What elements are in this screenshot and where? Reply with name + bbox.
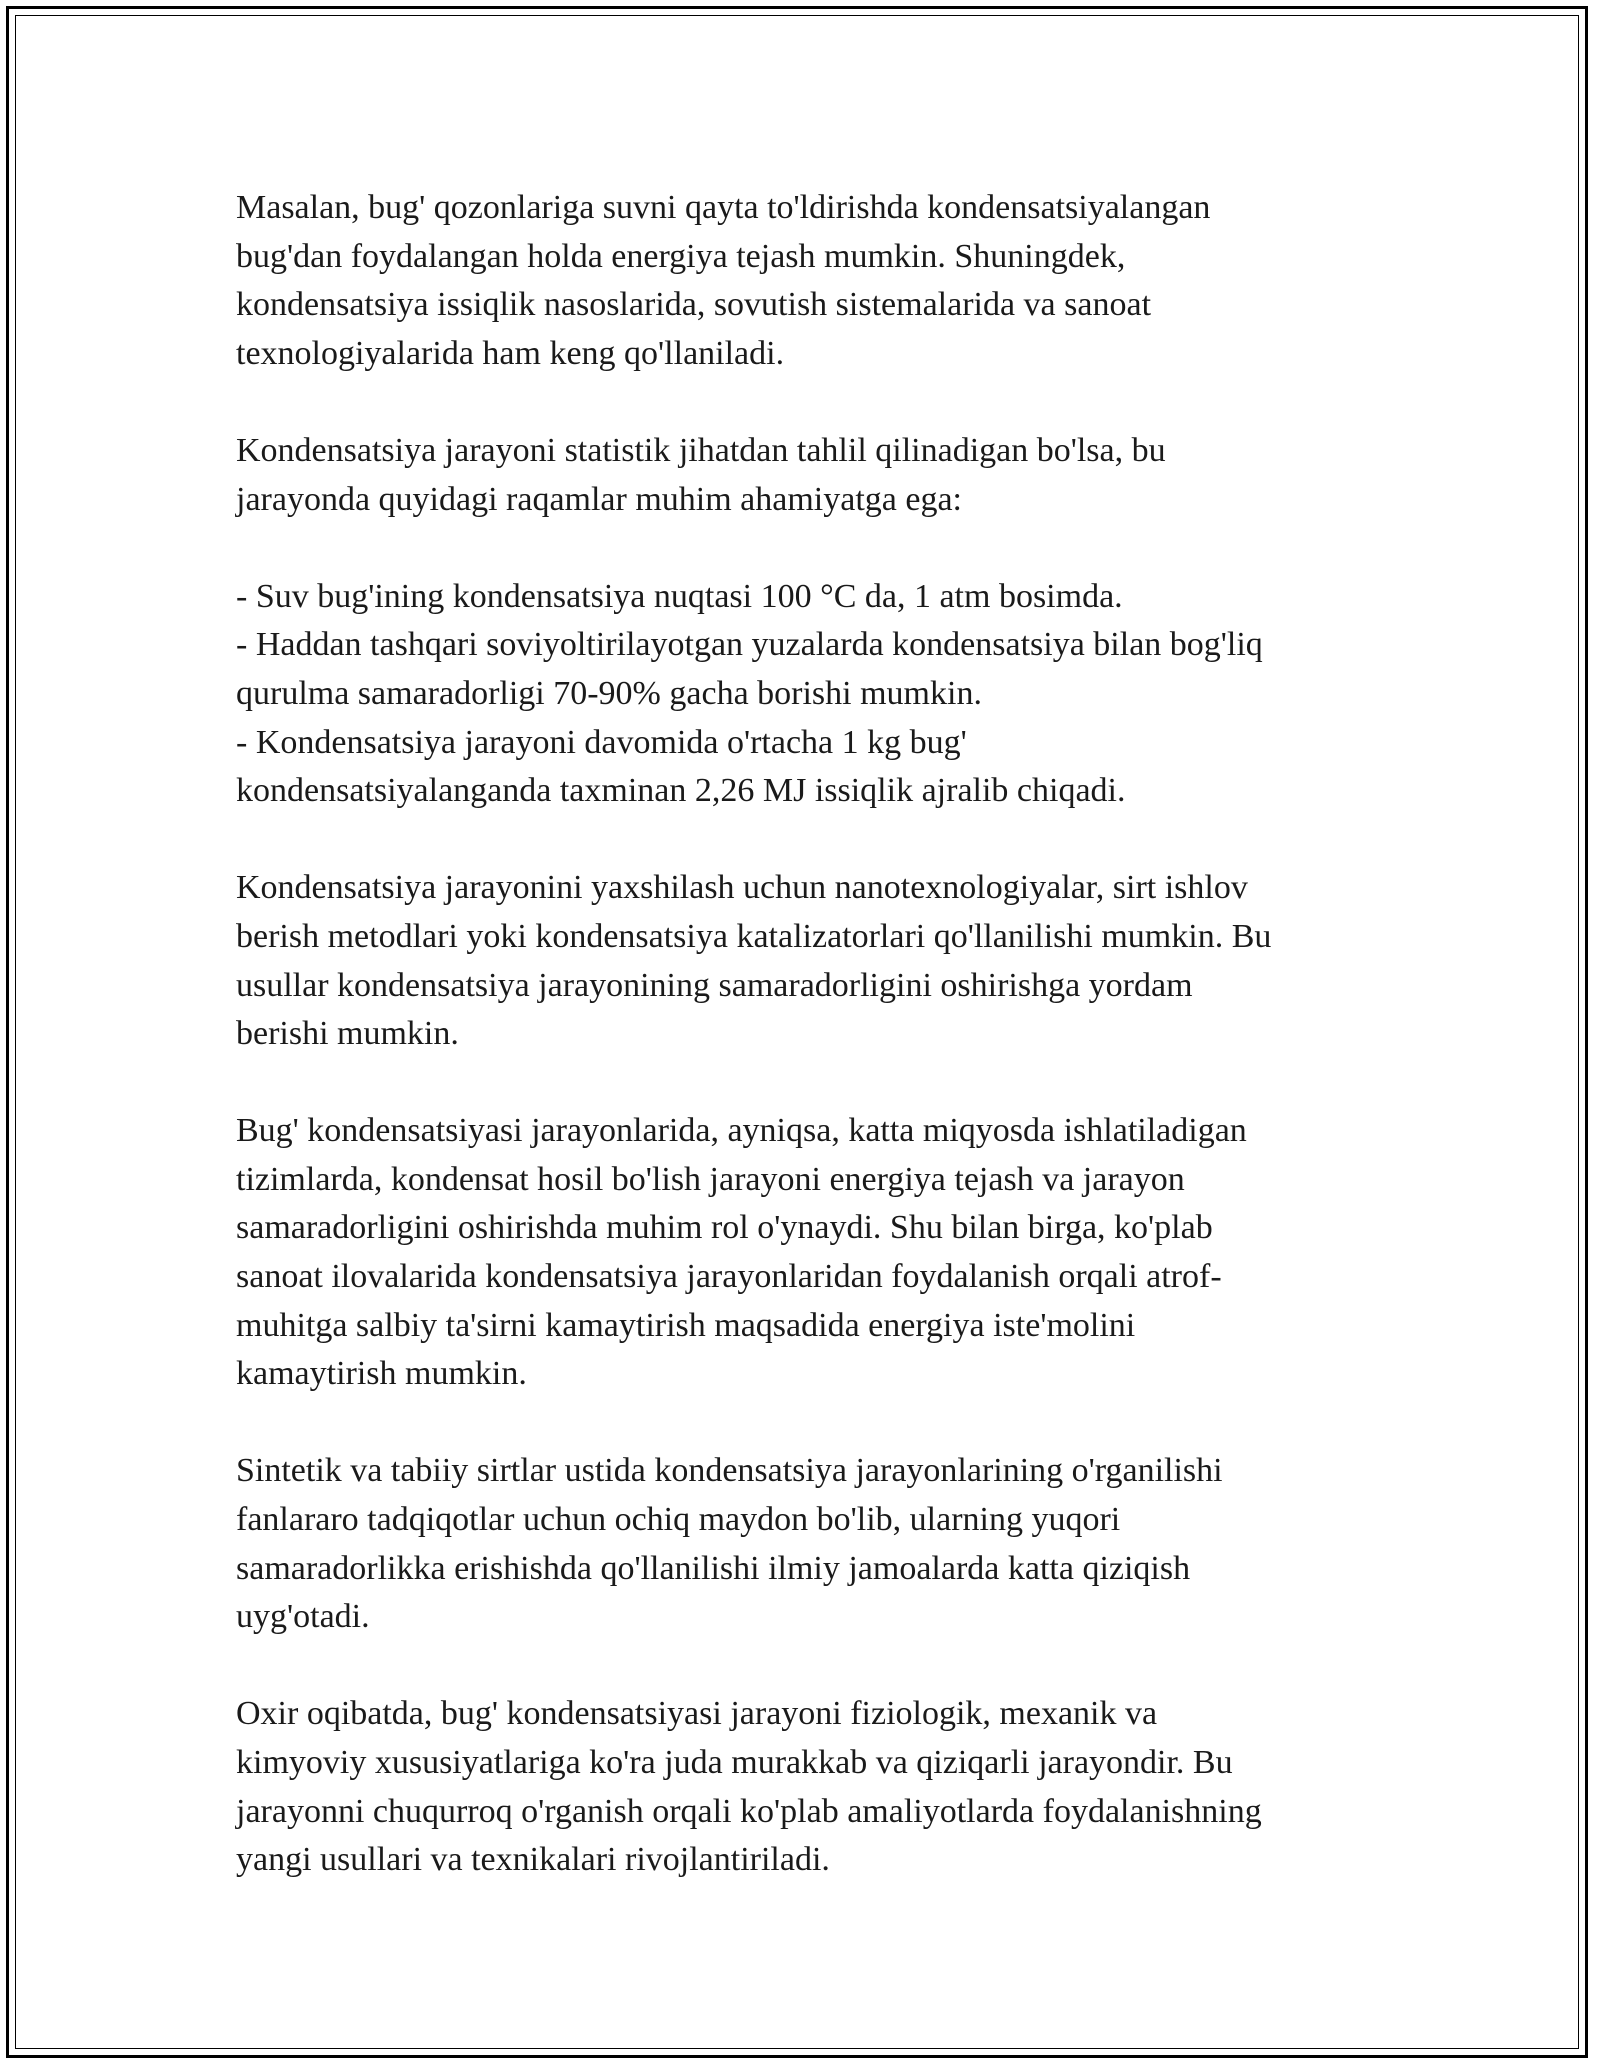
text-line: Kondensatsiya jarayoni statistik jihatdan tahlil qilinadigan bo'lsa, bu (236, 431, 1166, 469)
paragraph-intro (236, 184, 1366, 378)
paragraph-research (236, 1447, 1366, 1641)
text-line: Bug' kondensatsiyasi jarayonlarida, ayniqsa, katta miqyosda ishlatiladigan (236, 1112, 1247, 1150)
document-body (236, 184, 1366, 1885)
text-line: Oxir oqibatda, bug' kondensatsiyasi jarayoni fiziologik, mexanik va (236, 1695, 1158, 1733)
text-line: samaradorlikka erishishda qo'llanilishi ilmiy jamoalarda katta qiziqish (236, 1549, 1191, 1587)
list-item-line: - Haddan tashqari soviyoltirilayotgan yuzalarda kondensatsiya bilan bog'liq (236, 626, 1263, 664)
paragraph-improvement (236, 864, 1366, 1058)
text-line: yangi usullari va texnikalari rivojlantiriladi. (236, 1841, 830, 1879)
paragraph-industrial (236, 1107, 1366, 1399)
text-line: sanoat ilovalarida kondensatsiya jarayonlaridan foydalanish orqali atrof- (236, 1258, 1222, 1296)
text-line: kimyoviy xususiyatlariga ko'ra juda murakkab va qiziqarli jarayondir. Bu (236, 1744, 1233, 1781)
text-line: Sintetik va tabiiy sirtlar ustida kondensatsiya jarayonlarining o'rganilishi (236, 1452, 1223, 1490)
text-line: bug'dan foydalangan holda energiya tejash mumkin. Shuningdek, (236, 237, 1126, 275)
text-line: berish metodlari yoki kondensatsiya katalizatorlari qo'llanilishi mumkin. Bu (236, 917, 1272, 955)
text-line: texnologiyalarida ham keng qo'llaniladi. (236, 334, 785, 372)
list-item-line: kondensatsiyalanganda taxminan 2,26 MJ issiqlik ajralib chiqadi. (236, 772, 1126, 810)
text-line: kamaytirish mumkin. (236, 1355, 527, 1393)
text-line: Masalan, bug' qozonlariga suvni qayta to'ldirishda kondensatsiyalangan (236, 189, 1211, 226)
text-line: jarayonda quyidagi raqamlar muhim ahamiyatga ega: (236, 480, 963, 518)
paragraph-statistics-list (236, 573, 1366, 816)
text-line: uyg'otadi. (236, 1598, 370, 1636)
paragraph-statistics-intro (236, 427, 1366, 524)
list-item-line: qurulma samaradorligi 70-90% gacha borishi mumkin. (236, 674, 982, 712)
text-line: tizimlarda, kondensat hosil bo'lish jarayoni energiya tejash va jarayon (236, 1160, 1185, 1198)
text-line: kondensatsiya issiqlik nasoslarida, sovutish sistemalarida va sanoat (236, 286, 1152, 324)
text-line: samaradorligini oshirishda muhim rol o'ynaydi. Shu bilan birga, ko'plab (236, 1209, 1213, 1247)
text-line: fanlararo tadqiqotlar uchun ochiq maydon bo'lib, ularning yuqori (236, 1501, 1121, 1539)
list-item-line: - Kondensatsiya jarayoni davomida o'rtacha 1 kg bug' (236, 723, 967, 761)
text-line: jarayonni chuqurroq o'rganish orqali ko'plab amaliyotlarda foydalanishning (236, 1792, 1262, 1830)
text-line: muhitga salbiy ta'sirni kamaytirish maqsadida energiya iste'molini (236, 1306, 1136, 1344)
list-item-line: - Suv bug'ining kondensatsiya nuqtasi 100 °C da, 1 atm bosimda. (236, 577, 1123, 615)
text-line: Kondensatsiya jarayonini yaxshilash uchun nanotexnologiyalar, sirt ishlov (236, 869, 1248, 907)
text-line: usullar kondensatsiya jarayonining samaradorligini oshirishga yordam (236, 966, 1193, 1004)
text-line: berishi mumkin. (236, 1015, 459, 1053)
paragraph-conclusion (236, 1690, 1366, 1884)
